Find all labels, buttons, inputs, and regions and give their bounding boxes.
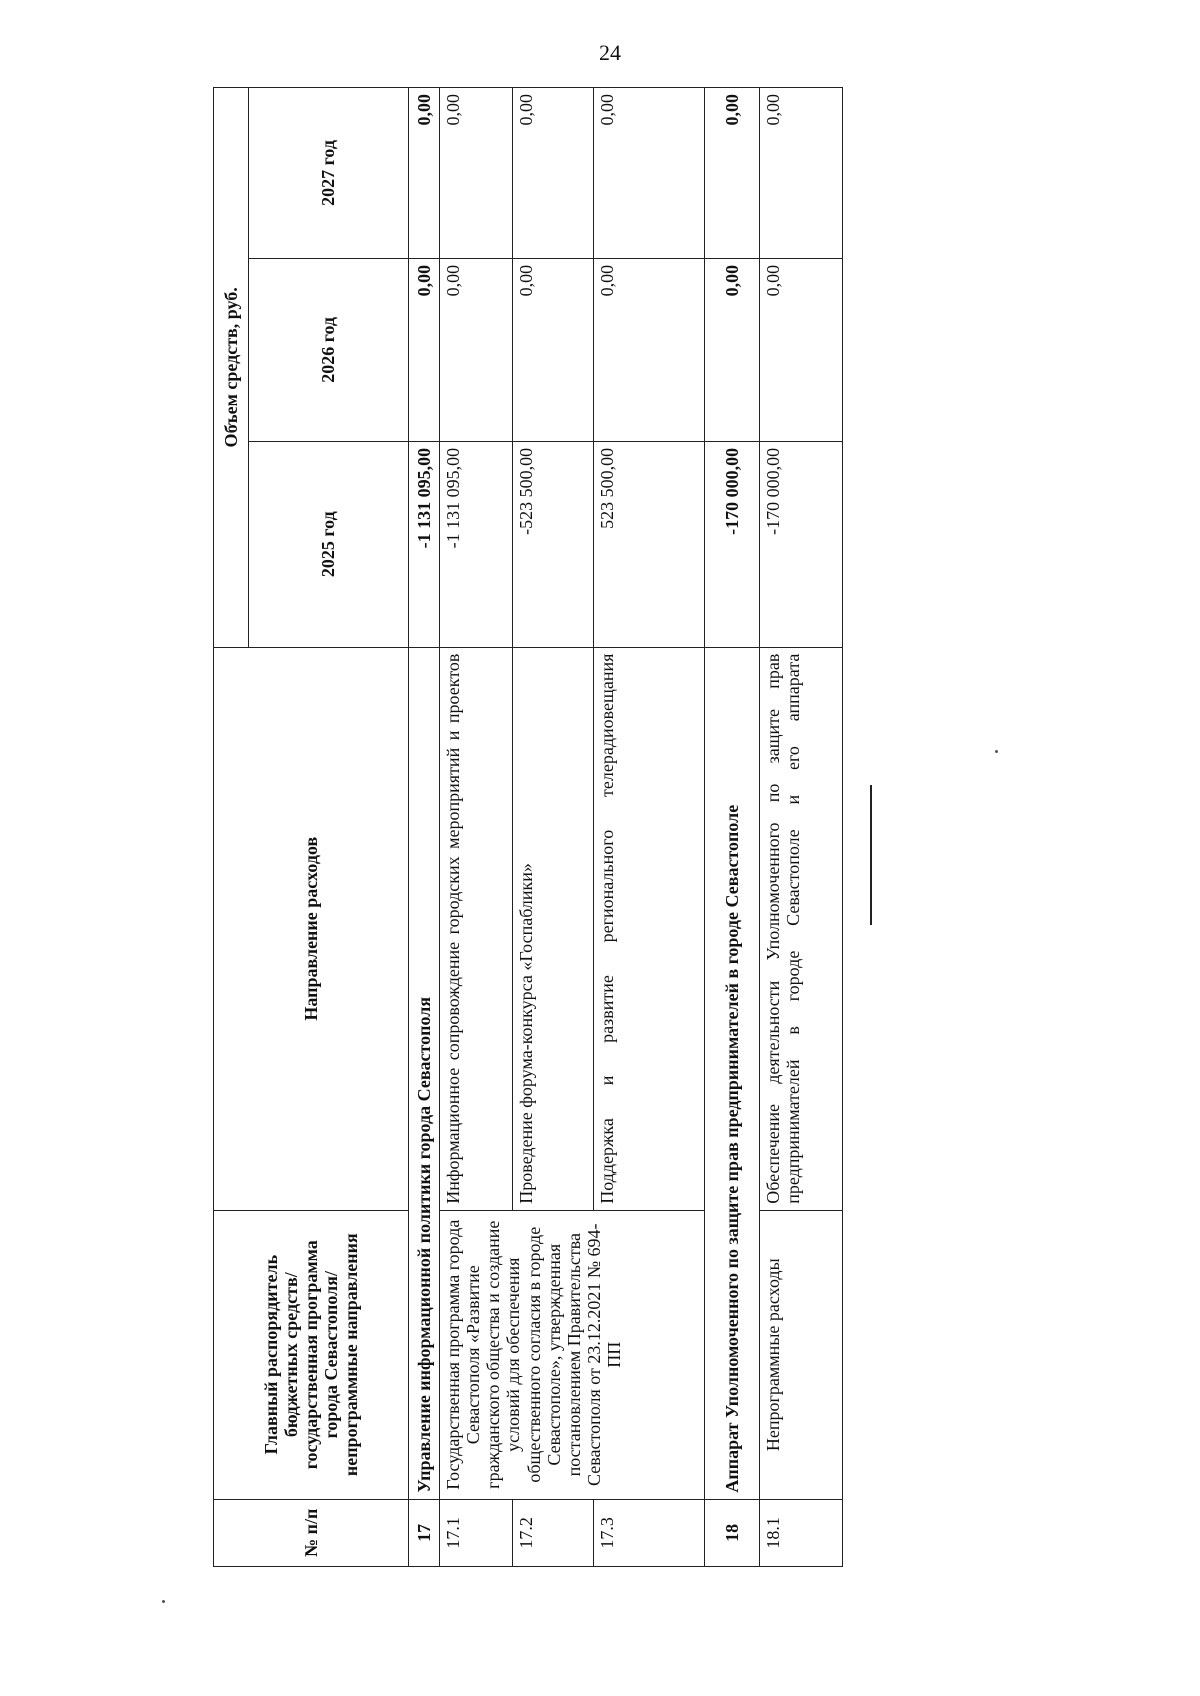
row-value-2027: 0,00	[513, 88, 594, 259]
header-2027: 2027 год	[249, 88, 409, 259]
section-value-2025: -1 131 095,00	[409, 441, 440, 647]
scan-speck	[995, 750, 998, 753]
row-value-2027: 0,00	[594, 88, 705, 259]
table-row	[760, 88, 843, 1567]
row-value-2026: 0,00	[513, 258, 594, 441]
row-value-2026: 0,00	[594, 258, 705, 441]
header-volume: Объем средств, руб.	[214, 88, 249, 648]
row-direction: Информационное сопровождение городских мероприятий и проектов	[440, 647, 513, 1210]
section-title: Аппарат Уполномоченного по защите прав предпринимателей в городе Севастополе	[705, 647, 760, 1499]
header-row-1	[214, 88, 249, 1567]
row-num: 18.1	[760, 1499, 843, 1566]
section-num: 17	[409, 1499, 440, 1566]
header-direction: Направление расходов	[214, 647, 409, 1210]
row-num: 17.3	[594, 1499, 705, 1566]
section-row-18	[705, 88, 760, 1567]
expenditure-table	[213, 87, 843, 1567]
row-owner: Непрограммные расходы	[760, 1210, 843, 1499]
section-value-2026: 0,00	[705, 258, 760, 441]
row-value-2025: -1 131 095,00	[440, 441, 513, 647]
row-num: 17.1	[440, 1499, 513, 1566]
section-title: Управление информационной политики города Севастополя	[409, 647, 440, 1499]
row-value-2025: 523 500,00	[594, 441, 705, 647]
row-value-2027: 0,00	[760, 88, 843, 259]
closing-rule	[870, 785, 872, 925]
section-value-2026: 0,00	[409, 258, 440, 441]
row-value-2025: -523 500,00	[513, 441, 594, 647]
header-2025: 2025 год	[249, 441, 409, 647]
row-direction: Проведение форума-конкурса «Госпаблики»	[513, 647, 594, 1210]
row-value-2027: 0,00	[440, 88, 513, 259]
header-owner: Главный распорядитель бюджетных средств/государственная программа города Севастополя/непрограммные направления	[214, 1210, 409, 1499]
scan-speck	[162, 1600, 165, 1603]
rotated-table-container	[213, 87, 843, 1567]
table-row	[440, 88, 513, 1567]
section-value-2025: -170 000,00	[705, 441, 760, 647]
section-row-17	[409, 88, 440, 1567]
row-value-2026: 0,00	[760, 258, 843, 441]
header-num: № п/п	[214, 1499, 409, 1566]
header-2026: 2026 год	[249, 258, 409, 441]
section-value-2027: 0,00	[409, 88, 440, 259]
page-number: 24	[599, 40, 621, 65]
row-num: 17.2	[513, 1499, 594, 1566]
row-direction: Поддержка и развитие регионального телерадиовещания	[594, 647, 705, 1210]
section-num: 18	[705, 1499, 760, 1566]
row-value-2026: 0,00	[440, 258, 513, 441]
row-value-2025: -170 000,00	[760, 441, 843, 647]
section-value-2027: 0,00	[705, 88, 760, 259]
program-name: Государственная программа города Севастополя «Развитие гражданского общества и создание условий для обеспечения общественного согласия в городе Севастополе», утвержденная постановлением Правительства Севастополя от 23.12.2021 № 694-ПП	[440, 1210, 705, 1499]
row-direction: Обеспечение деятельности Уполномоченного по защите прав предпринимателей в городе Севастополе и его аппарата	[760, 647, 843, 1210]
